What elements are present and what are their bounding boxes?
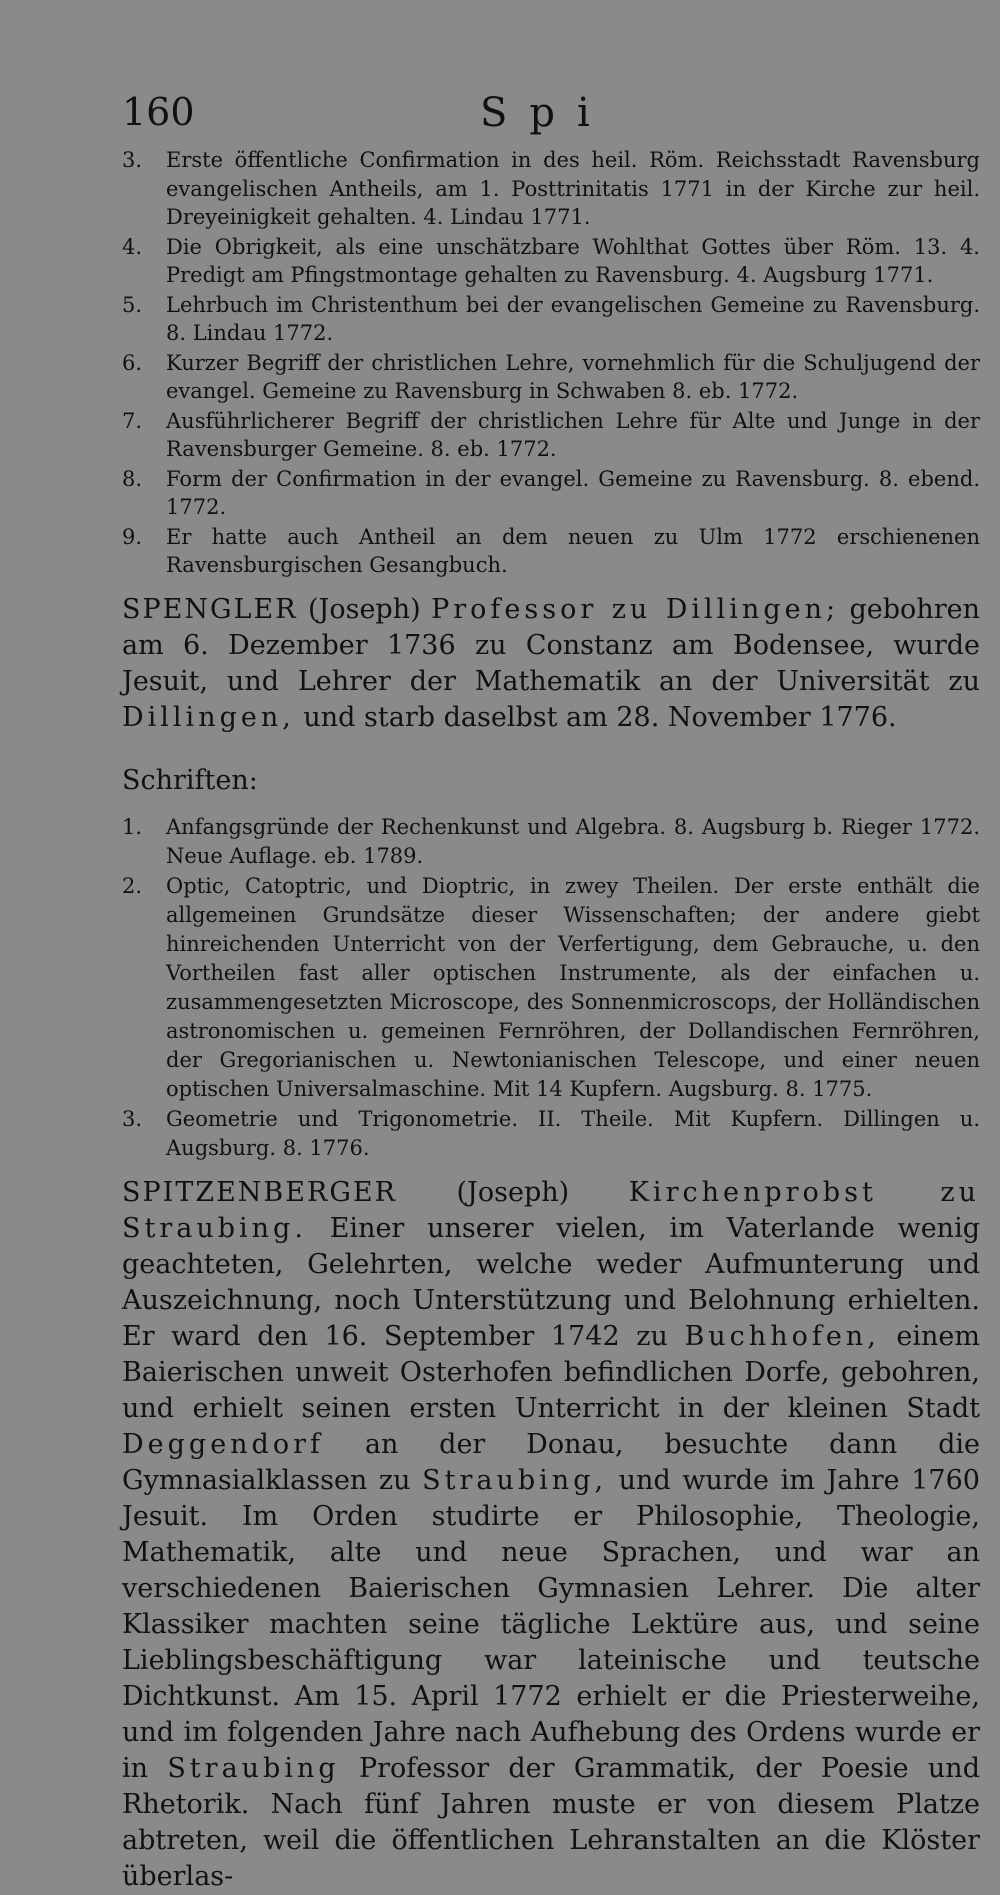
entry-body: und wurde im Jahre 1760 Jesuit. Im Orden studirte er Philosophie, Theologie, Mathematik, alte und neue Sprachen, und war an verschiedenen Baierischen Gymnasien Lehrer. Die alter Klassiker machten seine tägliche Lektüre aus, und seine Lieblingsbeschäftigung war lateinische und teutsche Dichtkunst. Am 15. April 1772 erhielt er die Priesterweihe, und im folgenden Jahre nach Aufhebung des Ordens wurde er in (122, 1464, 980, 1784)
item-number: 5. (122, 292, 143, 317)
entry-body: gebohren am 6. Dezember 1736 zu Constanz am Bodensee, wurde Jesuit, und Lehrer der Mathematik an der Universität zu (122, 593, 980, 697)
item-number: 8. (122, 466, 143, 491)
page-number: 160 (122, 90, 195, 134)
item-text: Optic, Catoptric, und Dioptric, in zwey Theilen. Der erste enthält die allgemeinen Grundsätze dieser Wissenschaften; der andere giebt hinreichenden Unterricht von der Verfertigung, dem Gebrauche, u. den Vortheilen fast aller optischen Instrumente, als der einfachen u. zusammengesetzten Microscope, des Sonnenmicroscops, der Holländischen astronomischen u. gemeinen Fernröhren, der Dollandischen Fernröhren, der Gregorianischen u. Newtonianischen Telescope, und einer neuen optischen Universalmaschine. Mit 14 Kupfern. Augsburg. 8. 1775. (166, 873, 980, 1101)
page-header (122, 86, 980, 146)
item-text: Ausführlicherer Begriff der christlichen Lehre für Alte und Junge in der Ravensburger Gemeine. 8. eb. 1772. (166, 408, 980, 461)
entry-spitzenberger (122, 1175, 980, 1895)
entry-place: Deggendorf (122, 1428, 324, 1460)
item-text: Anfangsgründe der Rechenkunst und Algebra. 8. Augsburg b. Rieger 1772. Neue Auflage. eb. 1789. (166, 814, 980, 868)
entry-title: Kirchenprobst zu Straubing. (122, 1176, 980, 1244)
works-list-previous (122, 146, 980, 580)
entry-body: einem Baierischen unweit Osterhofen befindlichen Dorfe, gebohren, und erhielt seinen ersten Unterricht in der kleinen Stadt (122, 1320, 980, 1424)
item-text: Erste öffentliche Confirmation in des heil. Röm. Reichsstadt Ravensburg evangelischen Antheils, am 1. Posttrinitatis 1771 in der Kirche zur heil. Dreyeinigkeit gehalten. 4. Lindau 1771. (166, 148, 980, 229)
entry-name: SPITZENBERGER (122, 1176, 397, 1208)
entry-place: Buchhofen, (684, 1320, 880, 1352)
item-number: 9. (122, 524, 143, 549)
list-item (122, 872, 980, 1104)
list-item (122, 465, 980, 522)
schriften-heading: Schriften: (122, 764, 258, 796)
item-text: Form der Confirmation in der evangel. Gemeine zu Ravensburg. 8. ebend. 1772. (166, 466, 980, 519)
list-item (122, 813, 980, 871)
item-number: 7. (122, 408, 143, 433)
book-page (0, 86, 1000, 1892)
entry-place: Dillingen, (122, 701, 295, 733)
item-number: 6. (122, 350, 143, 375)
item-text: Kurzer Begriff der christlichen Lehre, vornehmlich für die Schuljugend der evangel. Gemeine zu Ravensburg in Schwaben 8. eb. 1772. (166, 350, 980, 403)
item-text: Geometrie und Trigonometrie. II. Theile. Mit Kupfern. Dillingen u. Augsburg. 8. 1776. (166, 1106, 980, 1160)
item-number: 3. (122, 1106, 143, 1131)
list-item (122, 407, 980, 464)
list-item (122, 146, 980, 232)
entry-first-name: (Joseph) (307, 593, 421, 625)
entry-first-name: (Joseph) (456, 1176, 570, 1208)
entry-body: und starb daselbst am 28. November 1776. (303, 701, 897, 733)
works-list-spengler (122, 813, 980, 1163)
item-text: Die Obrigkeit, als eine unschätzbare Wohlthat Gottes über Röm. 13. 4. Predigt am Pfingstmontage gehalten zu Ravensburg. 4. Augsburg 1771. (166, 234, 980, 287)
item-number: 3. (122, 148, 143, 172)
entry-body: Professor der Grammatik, der Poesie und Rhetorik. Nach fünf Jahren muste er von diesem Platze abtreten, weil die öffentlichen Lehranstalten an die Klöster überlas- (122, 1752, 980, 1892)
list-item (122, 233, 980, 290)
list-item (122, 291, 980, 348)
entry-place: Straubing, (422, 1464, 608, 1496)
entry-spengler (122, 592, 980, 736)
item-number: 1. (122, 814, 143, 839)
list-item (122, 523, 980, 580)
item-text: Lehrbuch im Christenthum bei der evangelischen Gemeine zu Ravensburg. 8. Lindau 1772. (166, 292, 980, 345)
entry-name: SPENGLER (122, 593, 298, 625)
item-number: 4. (122, 234, 143, 259)
entry-title: Professor zu Dillingen; (431, 593, 840, 625)
list-item (122, 349, 980, 406)
running-head: Spi (480, 90, 612, 136)
entry-body: Einer unserer vielen, im Vaterlande wenig geachteten, Gelehrten, welche weder Aufmunterung und Auszeichnung, noch Unterstützung und Belohnung erhielten. Er ward den 16. September 1742 zu (122, 1212, 980, 1352)
entry-body: an der Donau, besuchte dann die Gymnasialklassen zu (122, 1428, 980, 1496)
list-item (122, 1105, 980, 1163)
entry-place: Straubing (167, 1752, 340, 1784)
item-number: 2. (122, 873, 143, 898)
item-text: Er hatte auch Antheil an dem neuen zu Ulm 1772 erschienenen Ravensburgischen Gesangbuch. (166, 524, 980, 577)
